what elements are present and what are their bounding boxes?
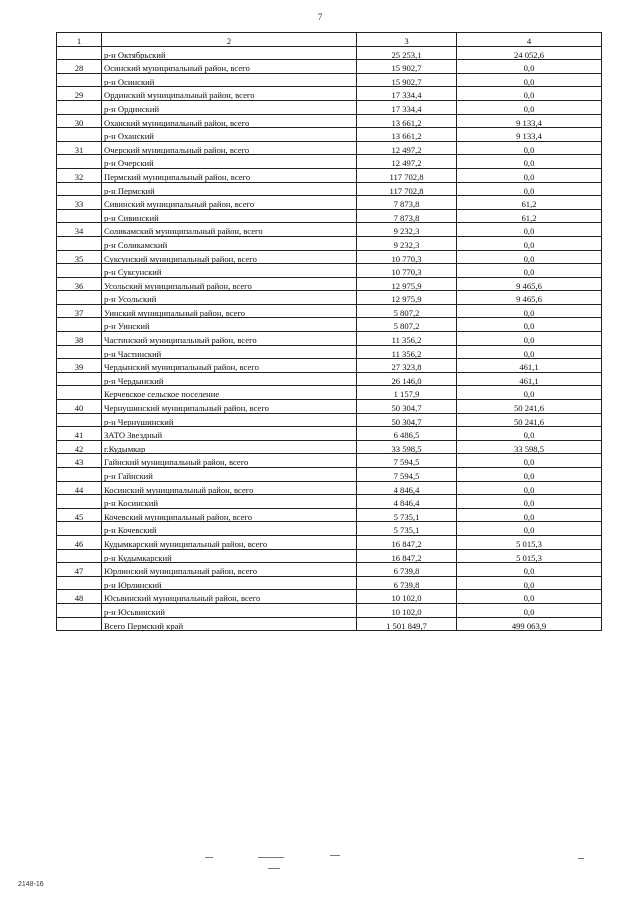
value-col-3-cell: 117 702,8 — [357, 182, 457, 196]
row-number-cell — [57, 549, 102, 563]
territory-name-cell: р-н Усольский — [102, 291, 357, 305]
row-number-cell: 46 — [57, 535, 102, 549]
value-col-4-cell: 50 241,6 — [457, 400, 602, 414]
value-col-3-cell: 4 846,4 — [357, 495, 457, 509]
value-col-4-cell: 0,0 — [457, 603, 602, 617]
data-table — [56, 32, 602, 631]
value-col-3-cell: 50 304,7 — [357, 413, 457, 427]
row-number-cell — [57, 522, 102, 536]
value-col-3-cell: 5 735,1 — [357, 508, 457, 522]
header-col-4: 4 — [457, 33, 602, 47]
table-row — [57, 427, 602, 441]
value-col-4-cell: 33 598,5 — [457, 440, 602, 454]
table-row — [57, 576, 602, 590]
value-col-3-cell: 117 702,8 — [357, 168, 457, 182]
row-number-cell — [57, 576, 102, 590]
header-col-2: 2 — [102, 33, 357, 47]
row-number-cell: 37 — [57, 304, 102, 318]
row-number-cell: 28 — [57, 60, 102, 74]
row-number-cell: 29 — [57, 87, 102, 101]
value-col-4-cell: 0,0 — [457, 454, 602, 468]
row-number-cell — [57, 495, 102, 509]
value-col-4-cell: 499 063,9 — [457, 617, 602, 631]
value-col-3-cell: 33 598,5 — [357, 440, 457, 454]
row-number-cell: 40 — [57, 400, 102, 414]
value-col-4-cell: 61,2 — [457, 196, 602, 210]
territory-name-cell: р-н Ординский — [102, 100, 357, 114]
value-col-4-cell: 0,0 — [457, 73, 602, 87]
value-col-3-cell: 7 873,8 — [357, 209, 457, 223]
value-col-3-cell: 10 770,3 — [357, 264, 457, 278]
row-number-cell: 34 — [57, 223, 102, 237]
value-col-3-cell: 11 356,2 — [357, 332, 457, 346]
table-row — [57, 535, 602, 549]
scan-mark — [268, 868, 280, 869]
table-row — [57, 100, 602, 114]
value-col-3-cell: 12 975,9 — [357, 291, 457, 305]
value-col-4-cell: 0,0 — [457, 576, 602, 590]
territory-name-cell: р-н Пермский — [102, 182, 357, 196]
row-number-cell — [57, 291, 102, 305]
document-code: 2148-16 — [18, 881, 44, 888]
value-col-4-cell: 0,0 — [457, 141, 602, 155]
territory-name-cell: Суксунский муниципальный район, всего — [102, 250, 357, 264]
territory-name-cell: Кочевский муниципальный район, всего — [102, 508, 357, 522]
scan-mark — [258, 857, 284, 858]
table-row — [57, 155, 602, 169]
value-col-3-cell: 12 975,9 — [357, 277, 457, 291]
value-col-3-cell: 1 501 849,7 — [357, 617, 457, 631]
table-row — [57, 277, 602, 291]
territory-name-cell: Частинский муниципальный район, всего — [102, 332, 357, 346]
row-number-cell — [57, 372, 102, 386]
row-number-cell: 48 — [57, 590, 102, 604]
value-col-3-cell: 5 807,2 — [357, 304, 457, 318]
table-row — [57, 413, 602, 427]
value-col-4-cell: 461,1 — [457, 372, 602, 386]
table-row — [57, 332, 602, 346]
value-col-3-cell: 15 902,7 — [357, 73, 457, 87]
value-col-3-cell: 4 846,4 — [357, 481, 457, 495]
value-col-3-cell: 10 102,0 — [357, 603, 457, 617]
table-row — [57, 182, 602, 196]
row-number-cell — [57, 100, 102, 114]
table-row — [57, 46, 602, 60]
value-col-4-cell: 0,0 — [457, 495, 602, 509]
row-number-cell — [57, 236, 102, 250]
table-row — [57, 60, 602, 74]
territory-name-cell: р-н Частинский — [102, 345, 357, 359]
value-col-4-cell: 0,0 — [457, 522, 602, 536]
territory-name-cell: р-н Соликамский — [102, 236, 357, 250]
value-col-4-cell: 9 133,4 — [457, 114, 602, 128]
row-number-cell: 45 — [57, 508, 102, 522]
value-col-3-cell: 16 847,2 — [357, 535, 457, 549]
value-col-4-cell: 0,0 — [457, 304, 602, 318]
table-row — [57, 209, 602, 223]
value-col-4-cell: 0,0 — [457, 386, 602, 400]
territory-name-cell: Оханский муниципальный район, всего — [102, 114, 357, 128]
territory-name-cell: Кудымкарский муниципальный район, всего — [102, 535, 357, 549]
value-col-4-cell: 0,0 — [457, 318, 602, 332]
territory-name-cell: г.Кудымкар — [102, 440, 357, 454]
value-col-3-cell: 6 739,8 — [357, 563, 457, 577]
territory-name-cell: Чердынский муниципальный район, всего — [102, 359, 357, 373]
value-col-3-cell: 1 157,9 — [357, 386, 457, 400]
territory-name-cell: р-н Гайнский — [102, 468, 357, 482]
territory-name-cell: р-н Косинский — [102, 495, 357, 509]
value-col-4-cell: 461,1 — [457, 359, 602, 373]
territory-name-cell: р-н Чернушинский — [102, 413, 357, 427]
row-number-cell — [57, 345, 102, 359]
header-col-3: 3 — [357, 33, 457, 47]
value-col-3-cell: 15 902,7 — [357, 60, 457, 74]
value-col-4-cell: 0,0 — [457, 590, 602, 604]
table-row — [57, 304, 602, 318]
value-col-4-cell: 0,0 — [457, 60, 602, 74]
table-row — [57, 318, 602, 332]
row-number-cell: 38 — [57, 332, 102, 346]
row-number-cell: 33 — [57, 196, 102, 210]
table-row — [57, 468, 602, 482]
row-number-cell: 39 — [57, 359, 102, 373]
row-number-cell: 32 — [57, 168, 102, 182]
territory-name-cell: р-н Октябрьский — [102, 46, 357, 60]
table-row — [57, 508, 602, 522]
table-row — [57, 440, 602, 454]
value-col-3-cell: 10 102,0 — [357, 590, 457, 604]
value-col-3-cell: 9 232,3 — [357, 236, 457, 250]
table-row — [57, 264, 602, 278]
territory-name-cell: р-н Осинский — [102, 73, 357, 87]
table-row — [57, 481, 602, 495]
value-col-3-cell: 7 594,5 — [357, 468, 457, 482]
value-col-3-cell: 27 323,8 — [357, 359, 457, 373]
table-row — [57, 168, 602, 182]
scan-mark — [578, 858, 584, 859]
value-col-4-cell: 0,0 — [457, 332, 602, 346]
territory-name-cell: р-н Очерский — [102, 155, 357, 169]
scan-mark — [330, 855, 340, 856]
territory-name-cell: Пермский муниципальный район, всего — [102, 168, 357, 182]
value-col-3-cell: 13 661,2 — [357, 128, 457, 142]
table-row — [57, 372, 602, 386]
territory-name-cell: Керчевское сельское поселение — [102, 386, 357, 400]
value-col-4-cell: 24 052,6 — [457, 46, 602, 60]
value-col-3-cell: 16 847,2 — [357, 549, 457, 563]
table-row — [57, 400, 602, 414]
table-row — [57, 590, 602, 604]
territory-name-cell: р-н Оханский — [102, 128, 357, 142]
territory-name-cell: Гайнский муниципальный район, всего — [102, 454, 357, 468]
table-row — [57, 359, 602, 373]
territory-name-cell: Ординский муниципальный район, всего — [102, 87, 357, 101]
territory-name-cell: р-н Юрлинский — [102, 576, 357, 590]
value-col-4-cell: 9 465,6 — [457, 277, 602, 291]
table-row — [57, 345, 602, 359]
value-col-4-cell: 61,2 — [457, 209, 602, 223]
table-row — [57, 87, 602, 101]
row-number-cell — [57, 413, 102, 427]
page-number: 7 — [317, 12, 323, 22]
value-col-3-cell: 11 356,2 — [357, 345, 457, 359]
value-col-4-cell: 9 133,4 — [457, 128, 602, 142]
value-col-4-cell: 0,0 — [457, 345, 602, 359]
value-col-4-cell: 5 015,3 — [457, 535, 602, 549]
value-col-4-cell: 0,0 — [457, 250, 602, 264]
row-number-cell: 42 — [57, 440, 102, 454]
territory-name-cell: Чернушинский муниципальный район, всего — [102, 400, 357, 414]
value-col-3-cell: 17 334,4 — [357, 100, 457, 114]
value-col-3-cell: 50 304,7 — [357, 400, 457, 414]
value-col-4-cell: 0,0 — [457, 155, 602, 169]
value-col-4-cell: 0,0 — [457, 100, 602, 114]
table-row — [57, 495, 602, 509]
territory-name-cell: р-н Юсьвинский — [102, 603, 357, 617]
value-col-3-cell: 7 873,8 — [357, 196, 457, 210]
territory-name-cell: Юрлинский муниципальный район, всего — [102, 563, 357, 577]
row-number-cell — [57, 603, 102, 617]
territory-name-cell: Уинский муниципальный район, всего — [102, 304, 357, 318]
value-col-3-cell: 6 486,5 — [357, 427, 457, 441]
table-row — [57, 73, 602, 87]
territory-name-cell: р-н Суксунский — [102, 264, 357, 278]
table-row — [57, 603, 602, 617]
row-number-cell: 35 — [57, 250, 102, 264]
table-row — [57, 386, 602, 400]
territory-name-cell: Сивинский муниципальный район, всего — [102, 196, 357, 210]
scan-mark — [205, 857, 213, 858]
row-number-cell: 31 — [57, 141, 102, 155]
territory-name-cell: Осинский муниципальный район, всего — [102, 60, 357, 74]
territory-name-cell: ЗАТО Звездный — [102, 427, 357, 441]
territory-name-cell: Юсьвинский муниципальный район, всего — [102, 590, 357, 604]
value-col-3-cell: 26 146,0 — [357, 372, 457, 386]
territory-name-cell: Косинский муниципальный район, всего — [102, 481, 357, 495]
value-col-3-cell: 6 739,8 — [357, 576, 457, 590]
value-col-3-cell: 12 497,2 — [357, 141, 457, 155]
value-col-3-cell: 7 594,5 — [357, 454, 457, 468]
value-col-4-cell: 0,0 — [457, 264, 602, 278]
table-row — [57, 454, 602, 468]
value-col-4-cell: 9 465,6 — [457, 291, 602, 305]
value-col-4-cell: 0,0 — [457, 563, 602, 577]
row-number-cell: 41 — [57, 427, 102, 441]
value-col-4-cell: 5 015,3 — [457, 549, 602, 563]
table-body — [57, 33, 602, 631]
row-number-cell: 43 — [57, 454, 102, 468]
table-row — [57, 141, 602, 155]
row-number-cell — [57, 128, 102, 142]
table-row — [57, 196, 602, 210]
row-number-cell — [57, 468, 102, 482]
value-col-4-cell: 0,0 — [457, 168, 602, 182]
header-col-1: 1 — [57, 33, 102, 47]
value-col-4-cell: 0,0 — [457, 223, 602, 237]
row-number-cell — [57, 182, 102, 196]
value-col-4-cell: 0,0 — [457, 236, 602, 250]
value-col-3-cell: 5 807,2 — [357, 318, 457, 332]
territory-name-cell: р-н Чердынский — [102, 372, 357, 386]
row-number-cell: 47 — [57, 563, 102, 577]
territory-name-cell: Очерский муниципальный район, всего — [102, 141, 357, 155]
territory-name-cell: р-н Сивинский — [102, 209, 357, 223]
table-row — [57, 250, 602, 264]
value-col-3-cell: 12 497,2 — [357, 155, 457, 169]
row-number-cell — [57, 386, 102, 400]
territory-name-cell: р-н Уинский — [102, 318, 357, 332]
table-row — [57, 236, 602, 250]
table-row — [57, 223, 602, 237]
row-number-cell — [57, 318, 102, 332]
table-row — [57, 617, 602, 631]
row-number-cell — [57, 264, 102, 278]
row-number-cell — [57, 617, 102, 631]
value-col-4-cell: 0,0 — [457, 182, 602, 196]
row-number-cell: 44 — [57, 481, 102, 495]
territory-name-cell: р-н Кочевский — [102, 522, 357, 536]
value-col-3-cell: 5 735,1 — [357, 522, 457, 536]
table-row — [57, 128, 602, 142]
table-row — [57, 522, 602, 536]
row-number-cell — [57, 46, 102, 60]
value-col-4-cell: 50 241,6 — [457, 413, 602, 427]
value-col-4-cell: 0,0 — [457, 468, 602, 482]
table-row — [57, 549, 602, 563]
row-number-cell: 30 — [57, 114, 102, 128]
value-col-3-cell: 9 232,3 — [357, 223, 457, 237]
row-number-cell — [57, 73, 102, 87]
row-number-cell — [57, 209, 102, 223]
value-col-3-cell: 17 334,4 — [357, 87, 457, 101]
value-col-3-cell: 13 661,2 — [357, 114, 457, 128]
row-number-cell — [57, 155, 102, 169]
value-col-4-cell: 0,0 — [457, 87, 602, 101]
territory-name-cell: Соликамский муниципальный район, всего — [102, 223, 357, 237]
table-header-row — [57, 33, 602, 47]
value-col-4-cell: 0,0 — [457, 508, 602, 522]
table-row — [57, 291, 602, 305]
table-row — [57, 563, 602, 577]
value-col-4-cell: 0,0 — [457, 481, 602, 495]
value-col-4-cell: 0,0 — [457, 427, 602, 441]
value-col-3-cell: 10 770,3 — [357, 250, 457, 264]
territory-name-cell: Всего Пермский край — [102, 617, 357, 631]
territory-name-cell: р-н Кудымкарский — [102, 549, 357, 563]
row-number-cell: 36 — [57, 277, 102, 291]
table-row — [57, 114, 602, 128]
territory-name-cell: Усольский муниципальный район, всего — [102, 277, 357, 291]
value-col-3-cell: 25 253,1 — [357, 46, 457, 60]
